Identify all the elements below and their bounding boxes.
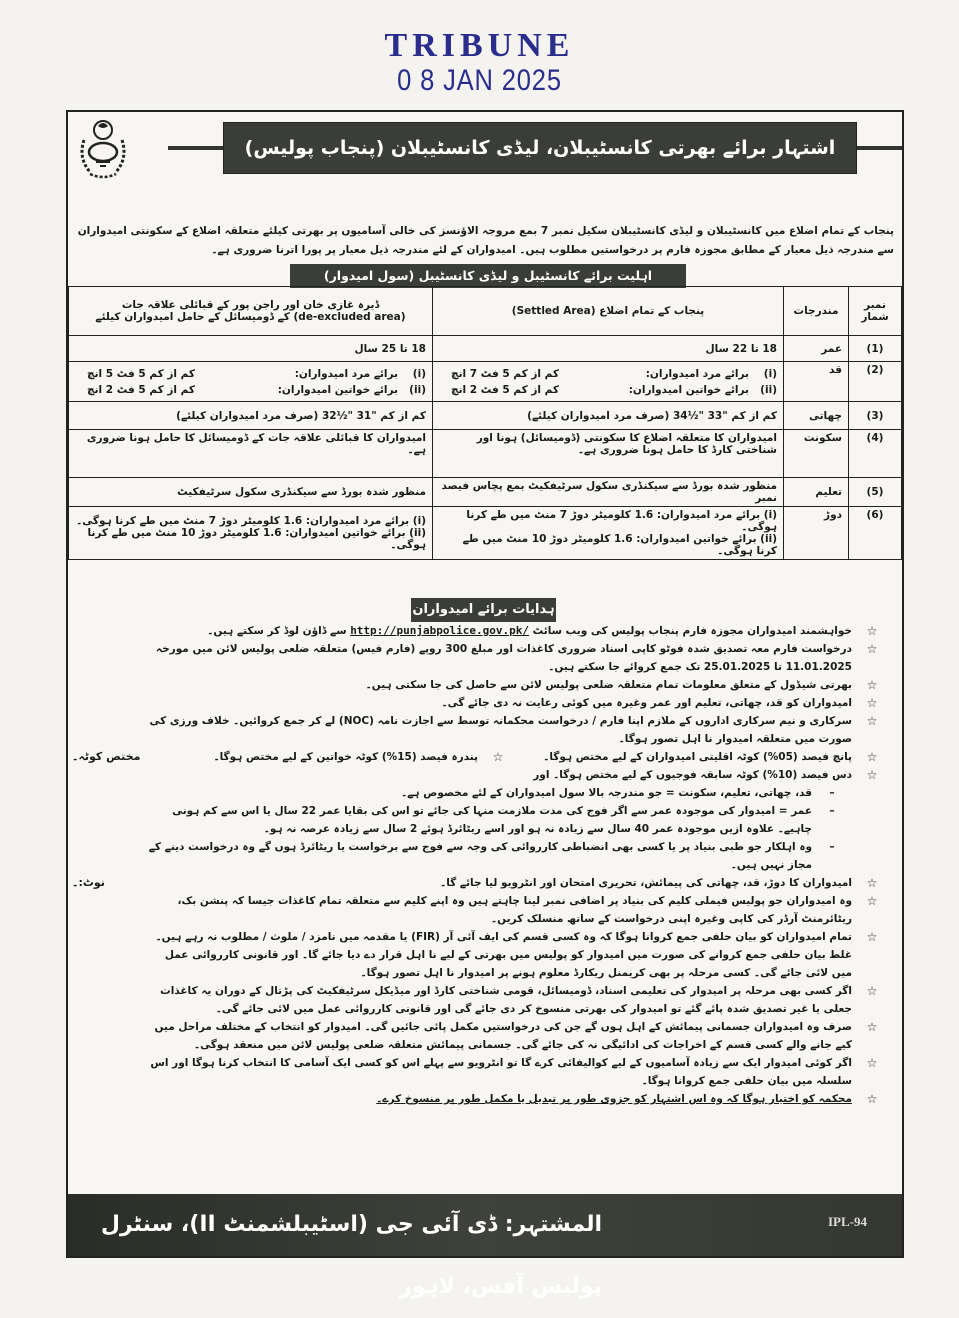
guideline-item [72, 766, 892, 784]
row-settled: کم از کم "33 "½34 (صرف مرد امیدواران کیلئے) [433, 402, 784, 430]
row-de-excluded: امیدواران کا قبائلی علاقہ جات کے ڈومیسائل کا حامل ہونا ضروری ہے۔ [69, 430, 433, 478]
quota-ex-servicemen: دس فیصد (10%) کوٹہ سابقہ فوجیوں کے لیے مختص ہوگا۔ اور [533, 769, 852, 781]
quota-minority: پانچ فیصد (05%) کوٹہ اقلیتی امیدواران کے لیے مختص ہوگا۔ [543, 751, 852, 763]
note-item [72, 982, 892, 1018]
dash-bullet: – [829, 805, 835, 817]
note-text: تمام امیدواران کو بیان حلفی جمع کروانا ہوگا کہ وہ کسی قسم کی ایف آئی آر (FIR) یا مقدمہ میں نامزد / ملوث / مطلوب نہ رہے ہیں۔ غلط بیان حلفی جمع کروانے کی صورت میں امیدوار کو پولیس میں بھرتی کے لیے نا اہل قرار دے دیا جائے گا۔ اور قانونی کارروائی عمل میں لائی جائے گی۔ کسی مرحلہ پر بھی کریمنل ریکارڈ معلوم ہونے پر امیدوار نا اہل تصور ہوگا۔ [155, 931, 852, 979]
row-de-excluded: منظور شدہ بورڈ سے سیکنڈری سکول سرٹیفکیٹ [69, 478, 433, 507]
row-serial: (1) [849, 336, 902, 362]
intro-paragraph: پنجاب کے تمام اضلاع میں کانسٹیبلان و لیڈی کانسٹیبلان سکیل نمبر 7 بمع مروجہ الاؤنسز کی خالی آسامیوں پر بھرتی کیلئے متعلقہ اضلاع کے سکونتی امیدواران سے مندرجہ ذیل معیار کے مطابق مجوزہ فارم پر درخواستیں مطلوب ہیں۔ امیدواران کے لئے مندرجہ ذیل معیار پر پورا اترنا ضروری ہے۔ [77, 225, 894, 256]
row-settled: امیدواران کا متعلقہ اضلاع کا سکونتی (ڈومیسائل) ہونا اور شناختی کارڈ کا حامل ہونا ضروری ہے۔ [433, 430, 784, 478]
sub-row [75, 366, 426, 382]
advertiser-footer [68, 1194, 902, 1299]
guideline-item [72, 622, 892, 640]
guideline-text: قد، چھاتی، تعلیم، سکونت = جو مندرجہ بالا سول امیدواران کے لئے مخصوص ہے۔ [401, 787, 812, 799]
sub-label: برائے خواتین امیدواران: [628, 383, 749, 396]
newspaper-name: TRIBUNE [384, 27, 575, 64]
row-item: سکونت [784, 430, 849, 478]
star-icon: ☆ [866, 624, 878, 638]
note-item [72, 1018, 892, 1054]
publication-date: 0 8 JAN 2025 [397, 64, 562, 97]
guideline-text: خواہشمند امیدواران مجوزہ فارم پنجاب پولیس کی ویب سائٹ [532, 625, 852, 637]
guideline-subitem [72, 838, 892, 874]
sub-value: کم از کم 5 فٹ 2 انچ [87, 383, 195, 396]
guideline-subitem [72, 802, 892, 838]
table-row-chest [69, 402, 902, 430]
row-serial: (6) [849, 507, 902, 560]
row-de-excluded: کم از کم "31 "½32 (صرف مرد امیدواران کیلئے) [69, 402, 433, 430]
note-item [72, 928, 892, 982]
star-icon: ☆ [866, 984, 878, 998]
star-icon: ☆ [866, 876, 878, 890]
row-item: عمر [784, 336, 849, 362]
guideline-text: سرکاری و نیم سرکاری اداروں کے ملازم اپنا فارم / درخواست محکمانہ توسط سے اجازت نامہ (NOC) لے کر جمع کروائیں۔ خلاف ورزی کی صورت میں متعلقہ امیدوار نا اہل تصور ہوگا۔ [149, 715, 852, 745]
star-icon: ☆ [492, 750, 504, 764]
star-icon: ☆ [866, 894, 878, 908]
sub-num: (ii) [760, 383, 777, 396]
note-item [72, 1090, 892, 1108]
guideline-text: امیدواران کو قد، چھاتی، تعلیم اور عمر وغیرہ میں کوئی رعایت نہ دی جائے گی۔ [441, 697, 852, 709]
note-item [72, 874, 892, 892]
header-item: مندرجات [784, 287, 849, 336]
eligibility-table [68, 286, 902, 560]
newspaper-stamp [0, 28, 959, 98]
note-text: وہ امیدواران جو پولیس فیملی کلیم کی بنیاد پر اضافی نمبر لینا چاہتے ہیں وہ اپنے کلیم سے متعلقہ تمام کاغذات جیسا کہ پنشن بک، ریٹائرمنٹ آرڈر کی کاپی وغیرہ اپنی درخواست کے ساتھ منسلک کریں۔ [177, 895, 852, 925]
dash-bullet: – [829, 787, 835, 799]
note-text: اگر کسی بھی مرحلہ پر امیدوار کی تعلیمی اسناد، ڈومیسائل، قومی شناختی کارڈ اور میڈیکل سرٹیفکیٹ کی پڑتال کے دوران یہ کاغذات جعلی یا غیر تصدیق شدہ پائے گئے تو امیدوار کی بھرتی منسوخ کر دی جائے گی اور قانونی کارروائی عمل میں لائی جائے گی۔ [160, 985, 852, 1015]
website-link[interactable]: http://punjabpolice.gov.pk/ [350, 624, 529, 637]
star-icon: ☆ [866, 750, 878, 764]
guideline-text: سے ڈاؤن لوڈ کر سکتے ہیں۔ [207, 625, 347, 637]
row-settled: منظور شدہ بورڈ سے سیکنڈری سکول سرٹیفکیٹ بمع پچاس فیصد نمبر [433, 478, 784, 507]
header-de-excluded-area [69, 287, 433, 336]
guideline-text: درخواست فارم معہ تصدیق شدہ فوٹو کاپی اسناد ضروری کاغذات اور مبلغ 300 روپے (فارم فیس) متعلقہ ضلعی پولیس لائن میں مورخہ 11.01.2025 تا 25.01.2025 تک جمع کروائے جا سکتے ہیں۔ [155, 643, 852, 673]
guidelines-list [72, 622, 892, 1108]
sub-num: (i) [412, 367, 426, 380]
star-icon: ☆ [866, 642, 878, 656]
row-item: تعلیم [784, 478, 849, 507]
sub-label: برائے مرد امیدواران: [294, 367, 398, 380]
race-line: (i) برائے مرد امیدواران: 1.6 کلومیٹر دوڑ 7 منٹ میں طے کرنا ہوگی۔ [76, 515, 426, 527]
star-icon: ☆ [866, 930, 878, 944]
note-text: اگر کوئی امیدوار ایک سے زیادہ آسامیوں کے لیے کوالیفائی کرے گا تو انٹرویو سے پہلے اس کو کسی ایک آسامی کا انتخاب کرنا ہوگا اور اس سلسلہ میں بیان حلفی جمع کروانا ہوگا۔ [150, 1057, 852, 1087]
note-label: نوٹ:۔ [72, 876, 105, 889]
guideline-item [72, 676, 892, 694]
recruitment-advertisement [66, 110, 904, 1299]
sub-row [75, 382, 426, 398]
eligibility-heading: اہلیت برائے کانسٹیبل و لیڈی کانسٹیبل (سول امیدوار) [290, 264, 686, 288]
guideline-text: عمر = امیدوار کی موجودہ عمر سے اگر فوج کی مدت ملازمت منہا کی جائے تو اس کی بقایا عمر 22 سال یا اس سے کم ہونی چاہیے۔ علاوہ ازیں موجودہ عمر 40 سال سے زیادہ نہ ہو اور اسے ریٹائرڈ ہوئے 2 سال سے زیادہ عرصہ نہ ہو۔ [172, 805, 812, 835]
star-icon: ☆ [866, 714, 878, 728]
header-serial: نمبر شمار [849, 287, 902, 336]
note-text: امیدواران کا دوڑ، قد، چھاتی کی پیمائش، تحریری امتحان اور انٹرویو لیا جائے گا۔ [440, 877, 852, 889]
row-de-excluded [69, 507, 433, 560]
row-serial: (2) [849, 362, 902, 402]
row-item: دوڑ [784, 507, 849, 560]
sub-num: (i) [763, 367, 777, 380]
note-text: صرف وہ امیدواران جسمانی پیمائش کے اہل ہوں گے جن کی درخواستیں مکمل پائی جائیں گی۔ امیدوار کو انتخاب کے مختلف مراحل میں کیے جانے والے کسی قسم کے اخراجات کی ادائیگی نہ کی جائے گی۔ جسمانی پیمائش متعلقہ ضلعی پولیس لائن میں منعقد ہوگی۔ [154, 1021, 852, 1051]
guideline-item [72, 712, 892, 748]
sub-row [439, 382, 777, 398]
star-icon: ☆ [866, 1020, 878, 1034]
table-row-education [69, 478, 902, 507]
note-item [72, 1054, 892, 1090]
row-settled [433, 362, 784, 402]
star-icon: ☆ [866, 768, 878, 782]
sub-label: برائے مرد امیدواران: [645, 367, 749, 380]
note-text: محکمہ کو اختیار ہوگا کہ وہ اس اشتہار کو جزوی طور پر تبدیل یا مکمل طور پر منسوخ کرے۔ [376, 1093, 852, 1105]
dash-bullet: – [829, 841, 835, 853]
table-row-height [69, 362, 902, 402]
row-item: چھاتی [784, 402, 849, 430]
header-settled-area: پنجاب کے تمام اضلاع (Settled Area) [433, 287, 784, 336]
punjab-police-emblem-icon [76, 116, 130, 180]
quota-row [72, 748, 892, 766]
guideline-text: وہ اہلکار جو طبی بنیاد پر یا کسی بھی انضباطی کارروائی کی وجہ سے فوج سے برخواست یا ریٹائرڈ ہوں گے وہ درخواست دینے کے مجاز نہیں ہیں۔ [148, 841, 812, 871]
race-line: (ii) برائے خواتین امیدواران: 1.6 کلومیٹر دوڑ 10 منٹ میں طے کرنا ہوگی۔ [462, 533, 777, 557]
row-settled [433, 507, 784, 560]
table-row-domicile [69, 430, 902, 478]
table-row-race [69, 507, 902, 560]
sub-num: (ii) [409, 383, 426, 396]
row-de-excluded [69, 362, 433, 402]
row-de-excluded: 18 تا 25 سال [69, 336, 433, 362]
sub-value: کم از کم 5 فٹ 5 انچ [87, 367, 195, 380]
guideline-item [72, 694, 892, 712]
advert-code: IPL-94 [828, 1214, 867, 1229]
row-serial: (5) [849, 478, 902, 507]
advertiser-name: المشتہر: ڈی آئی جی (اسٹیبلشمنٹ II)، سنٹرل پولیس آفس، لاہور [100, 1212, 602, 1299]
row-item: قد [784, 362, 849, 402]
quota-women: پندرہ فیصد (15%) کوٹہ خواتین کے لیے مختص ہوگا۔ [213, 751, 478, 763]
note-item [72, 892, 892, 928]
star-icon: ☆ [866, 1092, 878, 1106]
sub-label: برائے خواتین امیدواران: [277, 383, 398, 396]
header-de-excluded-line2: (de-excluded area) کے ڈومیسائل کے حامل امیدواران کیلئے [95, 311, 406, 323]
header-de-excluded-line1: ڈیرہ غازی خان اور راجن پور کے قبائلی علاقہ جات [121, 299, 380, 311]
guidelines-heading: ہدایات برائے امیدواران [411, 598, 556, 622]
row-serial: (3) [849, 402, 902, 430]
star-icon: ☆ [866, 696, 878, 710]
star-icon: ☆ [866, 1056, 878, 1070]
guideline-subitem [72, 784, 892, 802]
row-serial: (4) [849, 430, 902, 478]
quota-label: مختص کوٹہ۔ [72, 750, 141, 763]
guideline-text: بھرتی شیڈول کے متعلق معلومات تمام متعلقہ ضلعی پولیس لائن سے حاصل کی جا سکتی ہیں۔ [365, 679, 852, 691]
guideline-item [72, 640, 892, 676]
sub-row [439, 366, 777, 382]
sub-value: کم از کم 5 فٹ 7 انچ [451, 367, 559, 380]
table-row-age [69, 336, 902, 362]
advert-title: اشتہار برائے بھرتی کانسٹیبلان، لیڈی کانسٹیبلان (پنجاب پولیس) [223, 122, 857, 174]
table-header-row [69, 287, 902, 336]
race-line: (i) برائے مرد امیدواران: 1.6 کلومیٹر دوڑ 7 منٹ میں طے کرنا ہوگی۔ [466, 509, 777, 533]
star-icon: ☆ [866, 678, 878, 692]
quota-pair [144, 748, 892, 766]
row-settled: 18 تا 22 سال [433, 336, 784, 362]
race-line: (ii) برائے خواتین امیدواران: 1.6 کلومیٹر دوڑ 10 منٹ میں طے کرنا ہوگی۔ [87, 527, 426, 551]
sub-value: کم از کم 5 فٹ 2 انچ [451, 383, 559, 396]
